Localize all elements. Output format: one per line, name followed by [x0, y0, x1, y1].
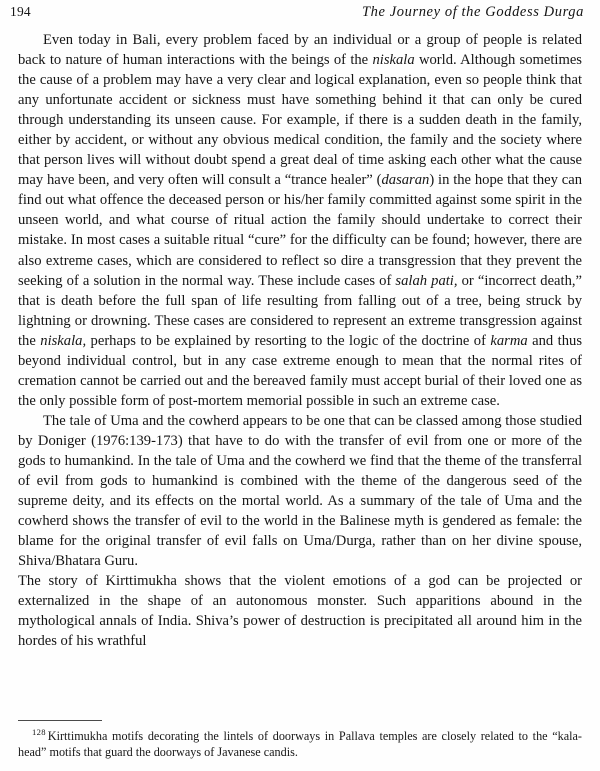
italic-term: dasaran [381, 172, 430, 189]
italic-term: niskala [372, 52, 415, 69]
running-head-title: The Journey of the Goddess Durga [361, 4, 584, 20]
italic-term: niskala, [40, 332, 87, 349]
italic-term: karma [490, 332, 528, 349]
running-head [10, 4, 584, 24]
paragraph-1: Even today in Bali, every problem faced by an individual or a group of people is related back to nature of human interactions with the beings of the niskala world. Although sometimes the cause of a problem may have a very clear and logical explanation, even so people think that any unfortunate accident or sickness must have something behind it that can only be cured through understanding its unseen cause. For example, if there is a sudden death in the family, either by accident, or without any obvious medical condition, the family and the society where that person lives will without doubt spend a great deal of time asking each other what the cause may have been, and very often will consult a “trance healer” (dasaran) in the hope that they can find out what offence the deceased person or his/her family committed against some spirit in the unseen world, and what course of ritual action the family should undertake to correct their mistake. In most cases a suitable ritual “cure” for the difficulty can be found; however, there are also extreme cases, which are considered to reflect so dire a transgression that they prevent the seeking of a solution in the normal way. These include cases of salah pati, or “incorrect death,” that is death before the full span of life resulting from falling out of a tree, being struck by lightning or drowning. These cases are considered to represent an extreme transgression against the niskala, perhaps to be explained by resorting to the logic of the doctrine of karma and thus beyond individual control, but in any case extreme enough to mean that the normal rites of cremation cannot be carried out and the bereaved family must accept burial of their loved one as the only possible form of post-mortem memorial possible in such an extreme case. [18, 32, 583, 409]
footnote-128 [18, 728, 582, 761]
footnote-separator-rule [18, 720, 102, 721]
paragraph-2: The tale of Uma and the cowherd appears to be one that can be classed among those studied by Doniger (1976:139-173) that have to do with the transfer of evil from one or more of the gods to humankind. In the tale of Uma and the cowherd we find that the theme of the transferral of evil from gods to humankind is combined with the theme of the dangerous seed of the supreme deity, and its effects on the mortal world. As a summary of the tale of Uma and the cowherd shows the transfer of evil to the world in the Balinese myth is gendered as female: the blame for the original transfer of evil falls on Uma/Durga, rather than on her divine spouse, Shiva/Bhatara Guru. [18, 412, 582, 570]
italic-term: salah pati, [395, 272, 458, 289]
paragraph-3: The story of Kirttimukha shows that the violent emotions of a god can be projected or externalized in the shape of an autonomous monster. Such apparitions abound in the mythological annals of India. Shiva’s power of destruction is precipitated all around him in the hordes of his wrathful [18, 573, 582, 650]
footnote-text: Kirttimukha motifs decorating the lintels of doorways in Pallava temples are closely related to the “kala-head” motifs that guard the doorways of Javanese candis. [18, 728, 582, 760]
footnote-area [18, 720, 582, 761]
page-number: 194 [10, 4, 31, 19]
text-block [18, 30, 582, 651]
footnote-number: 128 [32, 726, 46, 737]
